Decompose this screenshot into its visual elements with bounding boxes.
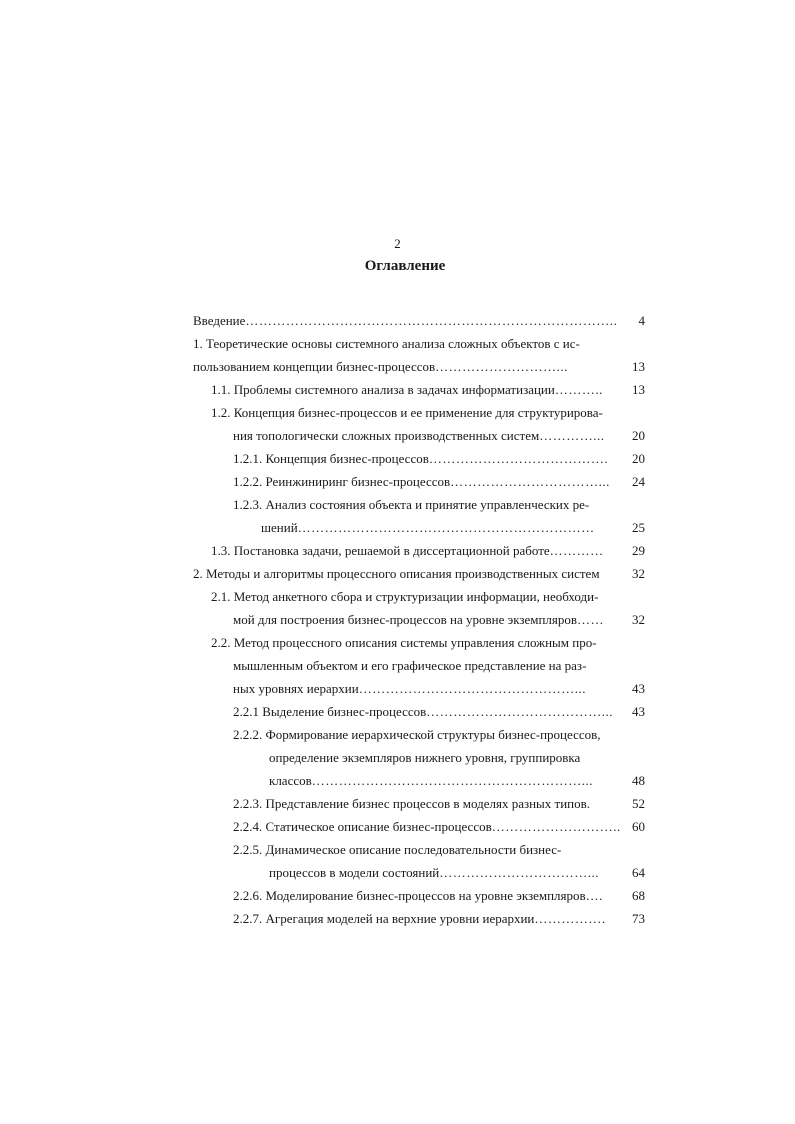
toc-entry[interactable]: [193, 815, 645, 838]
toc-entry-text: 2.1. Метод анкетного сбора и структуризации информации, необходи-: [211, 589, 599, 604]
toc-entry[interactable]: [193, 401, 645, 447]
toc-entry-text: 2.2.5. Динамическое описание последовательности бизнес-: [233, 842, 562, 857]
toc-entry[interactable]: [193, 309, 645, 332]
toc-page-number: 25: [632, 520, 645, 535]
page-number: 2: [394, 236, 401, 251]
toc-leader: …………...: [539, 428, 605, 443]
toc-entry[interactable]: [193, 792, 645, 815]
toc-page-number: 24: [632, 474, 645, 489]
toc-entry[interactable]: [193, 631, 645, 700]
toc-entry-text: 2. Методы и алгоритмы процессного описания производственных систем: [193, 566, 600, 581]
toc-entry-text: 1.1. Проблемы системного анализа в задачах информатизации: [211, 382, 555, 397]
toc-page-number: 20: [632, 428, 645, 443]
toc-page-number: 4: [638, 313, 645, 328]
toc-page-number: 32: [632, 566, 645, 581]
toc-leader: ……………………………………………………...: [311, 773, 594, 788]
toc-entry[interactable]: [193, 585, 645, 631]
toc-entry-text: определение экземпляров нижнего уровня, группировка: [269, 750, 581, 765]
toc-page-number: 60: [632, 819, 645, 834]
toc-entry[interactable]: [193, 493, 645, 539]
toc-leader: ………………………………….: [428, 451, 609, 466]
toc-entry-text: ния топологически сложных производственных систем: [233, 428, 540, 443]
toc-page-number: 29: [632, 543, 645, 558]
toc-leader: ………………………………………………………………………..: [245, 313, 618, 328]
toc-leader: …………………………………………………………: [297, 520, 595, 535]
toc-entry-text: шений: [261, 520, 298, 535]
toc-page-number: 73: [632, 911, 645, 926]
toc-entry[interactable]: [193, 838, 645, 884]
toc-entry-text: 1. Теоретические основы системного анализа сложных объектов с ис-: [193, 336, 580, 351]
toc-page-number: 43: [632, 681, 645, 696]
toc-leader: ………..: [554, 382, 603, 397]
toc-entry[interactable]: [193, 332, 645, 378]
toc-page-number: 64: [632, 865, 645, 880]
toc-entry-text: пользованием концепции бизнес-процессов: [193, 359, 436, 374]
toc-entry-text: 2.2.6. Моделирование бизнес-процессов на уровне экземпляров: [233, 888, 586, 903]
toc-entry-text: 1.2.1. Концепция бизнес-процессов: [233, 451, 429, 466]
toc-leader: ……………………………...: [450, 474, 610, 489]
toc-leader: …………………………………...: [426, 704, 614, 719]
toc-page-number: 52: [632, 796, 645, 811]
toc-entry-text: Введение: [193, 313, 246, 328]
toc-leader: ……: [577, 612, 605, 627]
toc-entry-text: 1.3. Постановка задачи, решаемой в диссертационной работе: [211, 543, 550, 558]
toc-page-number: 48: [632, 773, 645, 788]
toc-entry-text: 2.2. Метод процессного описания системы управления сложным про-: [211, 635, 597, 650]
toc-page-number: 13: [632, 359, 645, 374]
toc-leader: ……………………………...: [439, 865, 599, 880]
toc-entry-text: мой для построения бизнес-процессов на уровне экземпляров: [233, 612, 578, 627]
toc-page-number: 32: [632, 612, 645, 627]
toc-entry-text: 2.2.4. Статическое описание бизнес-процессов: [233, 819, 492, 834]
toc-entry-text: процессов в модели состояний: [269, 865, 440, 880]
toc-entry-text: 2.2.7. Агрегация моделей на верхние уровни иерархии: [233, 911, 535, 926]
toc-leader: ………………………..: [491, 819, 621, 834]
toc-entry-text: 2.2.2. Формирование иерархической структуры бизнес-процессов,: [233, 727, 601, 742]
toc-page-number: 20: [632, 451, 645, 466]
table-of-contents: [193, 309, 645, 930]
toc-leader: …………….: [534, 911, 606, 926]
toc-leader: ….: [585, 888, 603, 903]
toc-leader: …………………………………………...: [358, 681, 586, 696]
toc-entry[interactable]: [193, 447, 645, 470]
toc-page-number: 43: [632, 704, 645, 719]
toc-entry[interactable]: [193, 723, 645, 792]
toc-entry-text: 2.2.3. Представление бизнес процессов в моделях разных типов.: [233, 796, 591, 811]
toc-page-number: 68: [632, 888, 645, 903]
toc-entry[interactable]: [193, 470, 645, 493]
toc-entry-text: классов: [269, 773, 312, 788]
toc-entry-text: ных уровнях иерархии: [233, 681, 359, 696]
page-title: Оглавление: [364, 258, 446, 274]
toc-entry[interactable]: [193, 378, 645, 401]
toc-entry-text: 1.2.2. Реинжиниринг бизнес-процессов: [233, 474, 451, 489]
toc-entry-text: 1.2.3. Анализ состояния объекта и принятие управленческих ре-: [233, 497, 590, 512]
toc-leader: …………: [549, 543, 604, 558]
toc-entry[interactable]: [193, 562, 645, 585]
toc-entry[interactable]: [193, 700, 645, 723]
toc-entry[interactable]: [193, 539, 645, 562]
toc-page-number: 13: [632, 382, 645, 397]
toc-entry[interactable]: [193, 884, 645, 907]
toc-entry[interactable]: [193, 907, 645, 930]
toc-entry-text: мышленным объектом и его графическое представление на раз-: [233, 658, 587, 673]
toc-leader: ………………………...: [435, 359, 568, 374]
toc-entry-text: 2.2.1 Выделение бизнес-процессов: [233, 704, 427, 719]
toc-entry-text: 1.2. Концепция бизнес-процессов и ее применение для структурирова-: [211, 405, 603, 420]
